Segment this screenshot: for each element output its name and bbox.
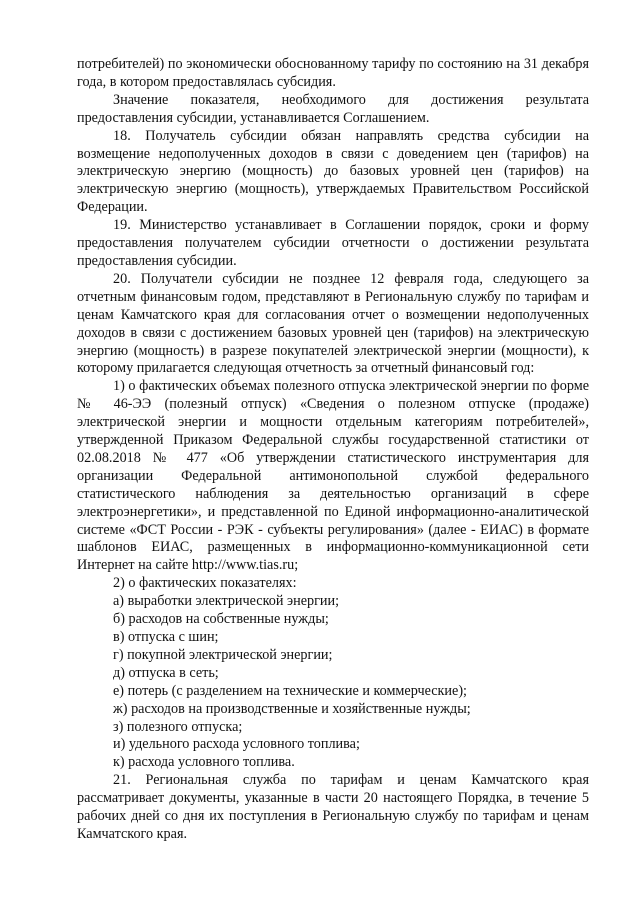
paragraph-21: 21. Региональная служба по тарифам и ценам Камчатского края рассматривает документы, указанные в части 20 настоящего Порядка, в течение 5 рабочих дней со дня их поступления в Региональную службу по тарифам и ценам Камчатского края.	[77, 772, 589, 842]
list-item-v: в) отпуска с шин;	[113, 629, 219, 645]
list-item-a: а) выработки электрической энергии;	[113, 593, 340, 610]
paragraph-20-item-2: 2) о фактических показателях:	[113, 575, 297, 592]
list-item-g: г) покупной электрической энергии;	[113, 646, 333, 663]
list-item-z: з) полезного отпуска;	[113, 718, 243, 735]
document-page	[77, 56, 589, 844]
paragraph-continuation: потребителей) по экономически обоснованному тарифу по состоянию на 31 декабря года, в котором предоставлялась субсидия.	[77, 56, 589, 90]
list-item-k: к) расхода условного топлива.	[113, 754, 295, 771]
paragraph-20-item-1: 1) о фактических объемах полезного отпуска электрической энергии по форме № 46-ЭЭ (полезный отпуск) «Сведения о полезном отпуске (продаже) электрической энергии и мощности отдельным категориям потребителей», утвержденной Приказом Федеральной службы государственной статистики от 02.08.2018 № 477 «Об утверждении статистического инструментария для организации Федеральной антимонопольной службой федерального статистического наблюдения за деятельностью организаций в сфере электроэнергетики», и представленной по Единой информационно-аналитической системе «ФСТ России - РЭК - субъекты регулирования» (далее - ЕИАС) в формате шаблонов ЕИАС, размещенных в информационно-коммуникационной сети Интернет на сайте http://www.tias.ru;	[77, 378, 589, 574]
paragraph-19: 19. Министерство устанавливает в Соглашении порядок, сроки и форму предоставления получателем субсидии отчетности о достижении результата предоставления субсидии.	[77, 217, 589, 269]
paragraph-20: 20. Получатели субсидии не позднее 12 февраля года, следующего за отчетным финансовым годом, представляют в Региональную службу по тарифам и ценам Камчатского края для согласования отчет о возмещении недополученных доходов в связи с достижением базовых уровней цен (тарифов) на электрическую энергию (мощность) в разрезе покупателей электрической энергии (мощности), к которому прилагается следующая отчетность за отчетный финансовый год:	[77, 270, 589, 377]
list-item-b: б) расходов на собственные нужды;	[113, 611, 329, 628]
paragraph-indicator-value: Значение показателя, необходимого для достижения результата предоставления субсидии, устанавливается Соглашением.	[77, 91, 589, 126]
list-item-e: е) потерь (с разделением на технические и коммерческие);	[113, 682, 467, 699]
list-item-zh: ж) расходов на производственные и хозяйственные нужды;	[113, 700, 471, 717]
list-item-i: и) удельного расхода условного топлива;	[113, 736, 360, 753]
paragraph-18: 18. Получатель субсидии обязан направлять средства субсидии на возмещение недополученных доходов в связи с доведением цен (тарифов) на электрическую энергию (мощность) до базовых уровней цен (тарифов) на электрическую энергию (мощность), утверждаемых Правительством Российской Федерации.	[77, 127, 589, 216]
list-item-d: д) отпуска в сеть;	[113, 664, 219, 681]
